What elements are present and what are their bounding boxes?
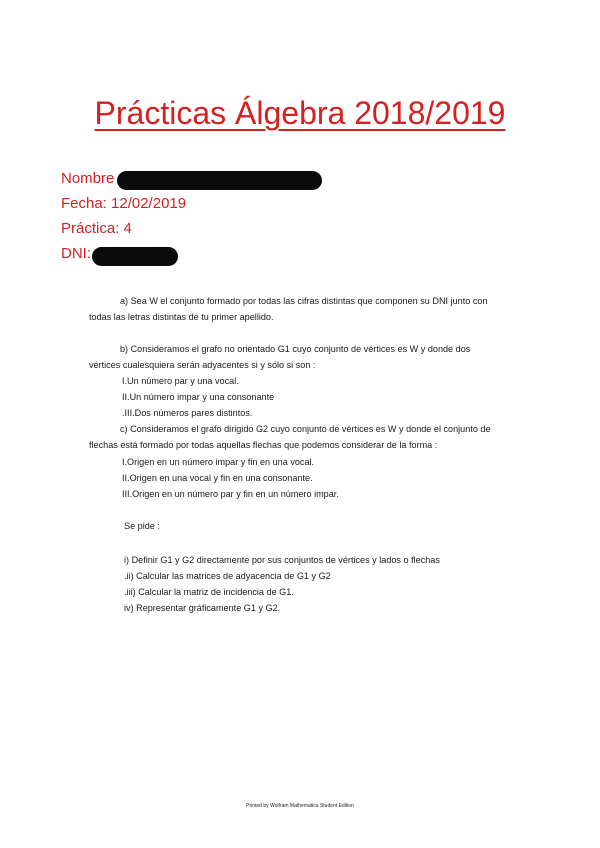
paragraph-b-line2: vértices cualesquiera serán adyacentes si y sólo si son : — [89, 360, 316, 370]
document-title: Prácticas Álgebra 2018/2019 — [94, 95, 506, 131]
nombre-label: Nombre — [61, 170, 115, 187]
print-footer: Printed by Wolfram Mathematica Student Edition — [246, 803, 354, 809]
practica-line: Práctica: 4 — [61, 220, 132, 237]
c-item: I.Origen en un número impar y fin en una vocal. — [122, 457, 315, 467]
b-item: I.Un número par y una vocal. — [122, 376, 239, 386]
task-item: .ii) Calcular las matrices de adyacencia de G1 y G2 — [124, 571, 331, 581]
paragraph-a-line2: todas las letras distintas de tu primer apellido. — [89, 312, 274, 322]
c-item: III.Origen en un número par y fin en un número impar. — [122, 489, 339, 499]
b-item: .III.Dos números pares distintos. — [122, 408, 253, 418]
redacted-dni — [92, 247, 178, 266]
paragraph-a-line1: a) Sea W el conjunto formado por todas las cifras distintas que componen su DNI junto con — [120, 296, 488, 306]
task-item: iv) Representar gráficamente G1 y G2. — [124, 603, 281, 613]
dni-label: DNI: — [61, 245, 91, 262]
c-item: II.Origen en una vocal y fin en una consonante. — [122, 473, 313, 483]
b-item: II.Un número impar y una consonante — [122, 392, 275, 402]
task-item: i) Definir G1 y G2 directamente por sus conjuntos de vértices y lados o flechas — [124, 555, 440, 565]
fecha-line: Fecha: 12/02/2019 — [61, 195, 187, 212]
redacted-name — [117, 171, 322, 190]
se-pide-label: Se pide : — [124, 521, 160, 531]
paragraph-b-line1: b) Consideramos el grafo no orientado G1 cuyo conjunto de vértices es W y donde dos — [120, 344, 471, 354]
task-item: .iii) Calcular la matriz de incidencia de G1. — [124, 587, 294, 597]
paragraph-c-line2: flechas está formado por todas aquellas flechas que podemos considerar de la forma : — [89, 440, 438, 450]
paragraph-c-line1: c) Consideramos el grafo dirigido G2 cuyo conjunto de vértices es W y donde el conjunto de — [120, 424, 491, 434]
